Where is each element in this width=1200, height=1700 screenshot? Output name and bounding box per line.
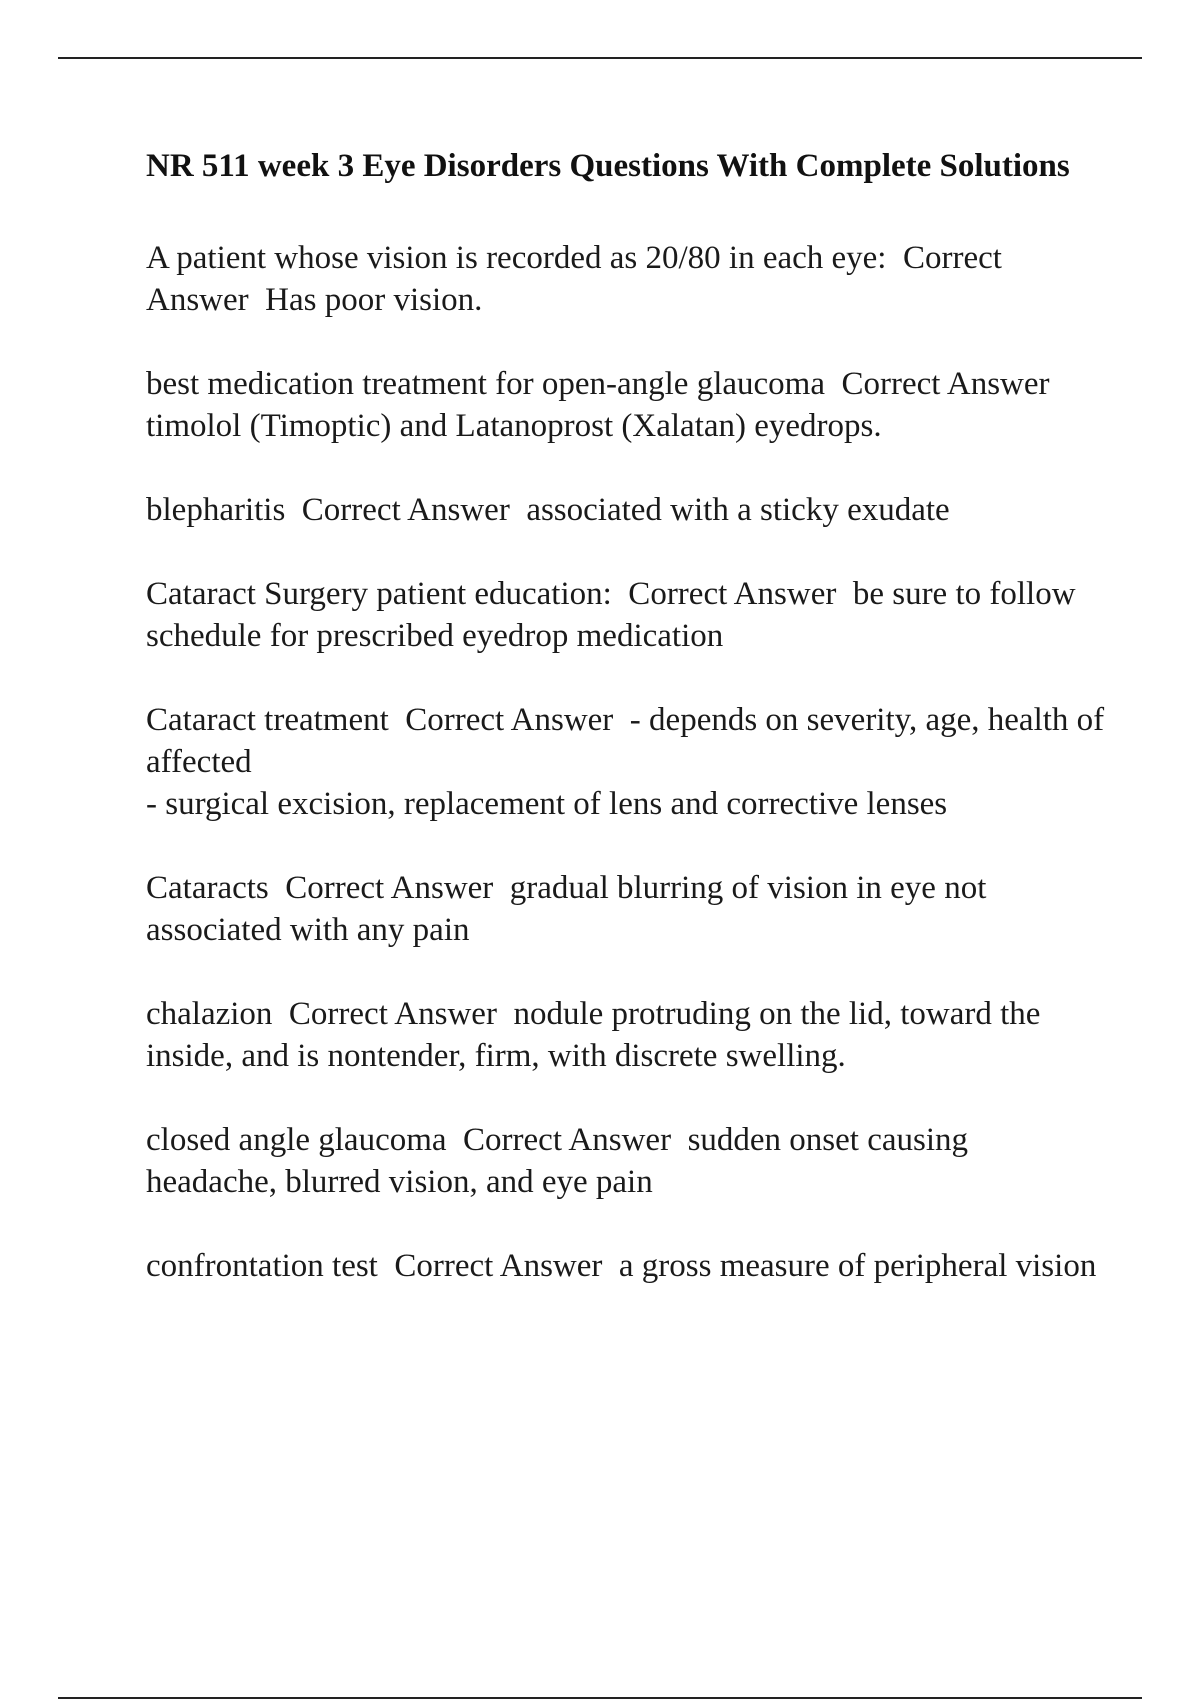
qa-entry: best medication treatment for open-angle glaucoma Correct Answer timolol (Timoptic) and Latanoprost (Xalatan) eyedrops. <box>146 366 1067 444</box>
qa-entry: Cataracts Correct Answer gradual blurring of vision in eye not associated with any pain <box>146 870 995 948</box>
qa-entry: A patient whose vision is recorded as 20/80 in each eye: Correct Answer Has poor vision. <box>146 240 1009 318</box>
qa-entry: blepharitis Correct Answer associated with a sticky exudate <box>146 492 950 528</box>
qa-entry: closed angle glaucoma Correct Answer sudden onset causing headache, blurred vision, and eye pain <box>146 1122 977 1200</box>
qa-entry: Cataract Surgery patient education: Correct Answer be sure to follow schedule for prescribed eyedrop medication <box>146 576 1084 654</box>
qa-entry: Cataract treatment Correct Answer - depends on severity, age, health of affected - surgical excision, replacement of lens and corrective lenses <box>146 702 1105 822</box>
qa-entry: confrontation test Correct Answer a gross measure of peripheral vision <box>146 1248 1097 1284</box>
top-divider <box>58 57 1142 59</box>
qa-entry: chalazion Correct Answer nodule protruding on the lid, toward the inside, and is nontender, firm, with discrete swelling. <box>146 996 1049 1074</box>
bottom-divider <box>58 1697 1142 1699</box>
document-title: NR 511 week 3 Eye Disorders Questions With Complete Solutions <box>146 148 1070 184</box>
document-body <box>146 146 1106 1329</box>
